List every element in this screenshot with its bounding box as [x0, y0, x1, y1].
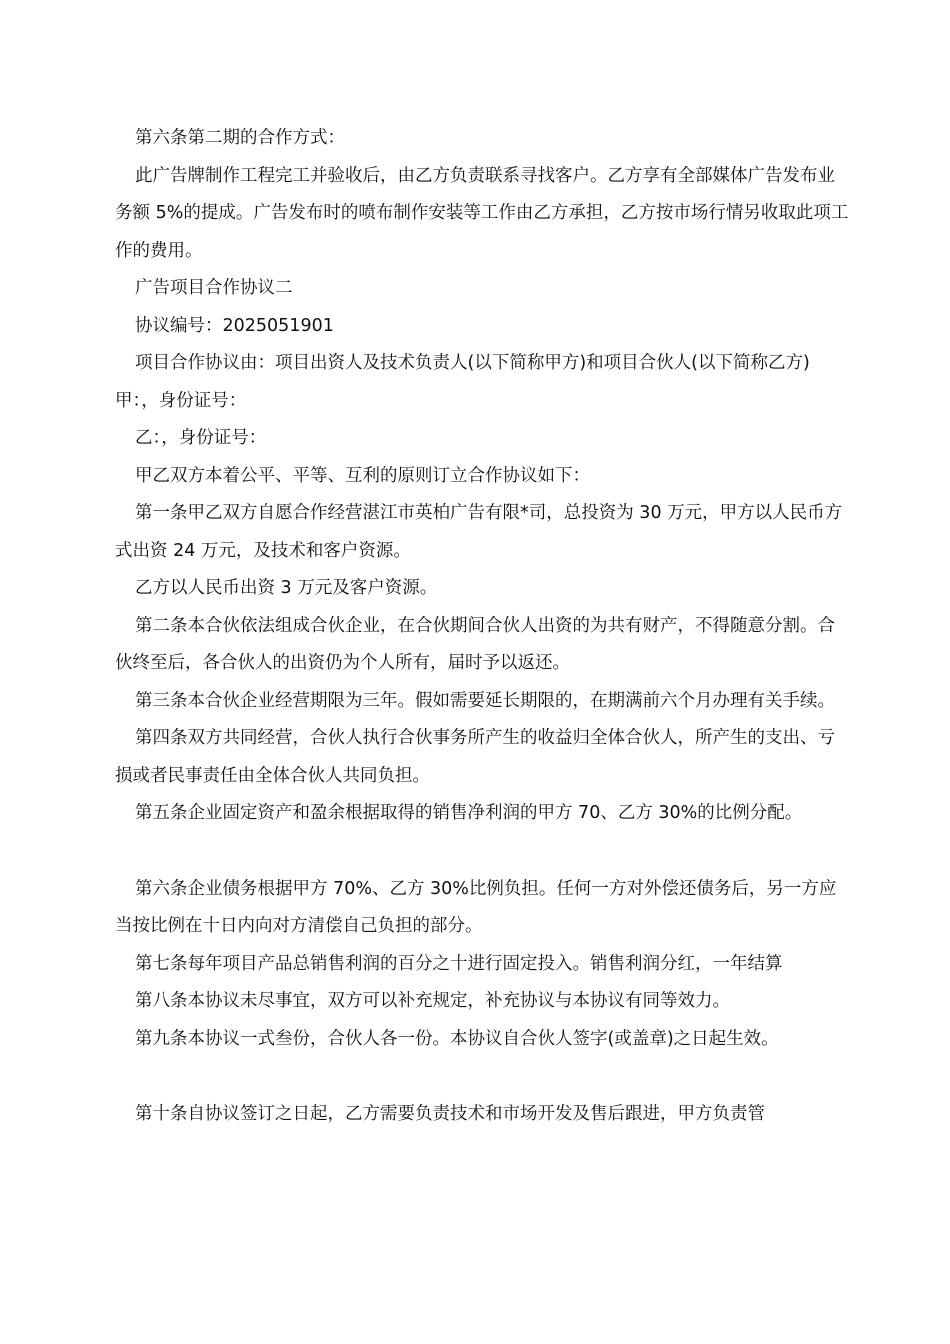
paragraph-article-5: 第五条企业固定资产和盈余根据取得的销售净利润的甲方 70、乙方 30%的比例分配。 — [135, 803, 803, 823]
paragraph-agreement-title: 广告项目合作协议二 — [135, 278, 293, 298]
paragraph-agreement-number: 协议编号：2025051901 — [135, 315, 334, 336]
paragraph-article-1: 第一条甲乙双方自愿合作经营湛江市英柏广告有限*司，总投资为 30 万元，甲方以人民币方式出资 24 万元，及技术和客户资源。 — [115, 503, 843, 561]
paragraph-party-b-investment: 乙方以人民币出资 3 万元及客户资源。 — [135, 578, 438, 598]
paragraph-article-8: 第八条本协议未尽事宜，双方可以补充规定，补充协议与本协议有同等效力。 — [135, 991, 730, 1011]
paragraph-spacer — [115, 1058, 850, 1096]
paragraph-article-9: 第九条本协议一式叁份，合伙人各一份。本协议自合伙人签字(或盖章)之日起生效。 — [135, 1028, 779, 1049]
document-body — [115, 120, 850, 1134]
paragraph-parties: 项目合作协议由：项目出资人及技术负责人(以下简称甲方)和项目合伙人(以下简称乙方)甲：，身份证号： — [115, 353, 810, 411]
paragraph-billboard-terms: 此广告牌制作工程完工并验收后，由乙方负责联系寻找客户。乙方享有全部媒体广告发布业务额 5%的提成。广告发布时的喷布制作安装等工作由乙方承担，乙方按市场行情另收取此项工作的费用。 — [115, 165, 849, 261]
paragraph-spacer — [115, 833, 850, 871]
paragraph-party-b: 乙：，身份证号： — [135, 428, 267, 448]
paragraph-article-6-title: 第六条第二期的合作方式： — [135, 128, 345, 148]
paragraph-article-2: 第二条本合伙依法组成合伙企业，在合伙期间合伙人出资的为共有财产，不得随意分割。合伙终至后，各合伙人的出资仍为个人所有，届时予以返还。 — [115, 615, 835, 673]
paragraph-article-3: 第三条本合伙企业经营期限为三年。假如需要延长期限的，在期满前六个月办理有关手续。 — [135, 690, 835, 711]
paragraph-article-6: 第六条企业债务根据甲方 70%、乙方 30%比例负担。任何一方对外偿还债务后，另一方应当按比例在十日内向对方清偿自己负担的部分。 — [115, 878, 837, 936]
paragraph-article-7: 第七条每年项目产品总销售利润的百分之十进行固定投入。销售利润分红，一年结算 — [135, 953, 783, 974]
paragraph-principles: 甲乙双方本着公平、平等、互利的原则订立合作协议如下： — [135, 465, 590, 486]
paragraph-article-10: 第十条自协议签订之日起，乙方需要负责技术和市场开发及售后跟进，甲方负责管 — [135, 1104, 765, 1124]
paragraph-article-4: 第四条双方共同经营，合伙人执行合伙事务所产生的收益归全体合伙人，所产生的支出、亏损或者民事责任由全体合伙人共同负担。 — [115, 728, 835, 786]
